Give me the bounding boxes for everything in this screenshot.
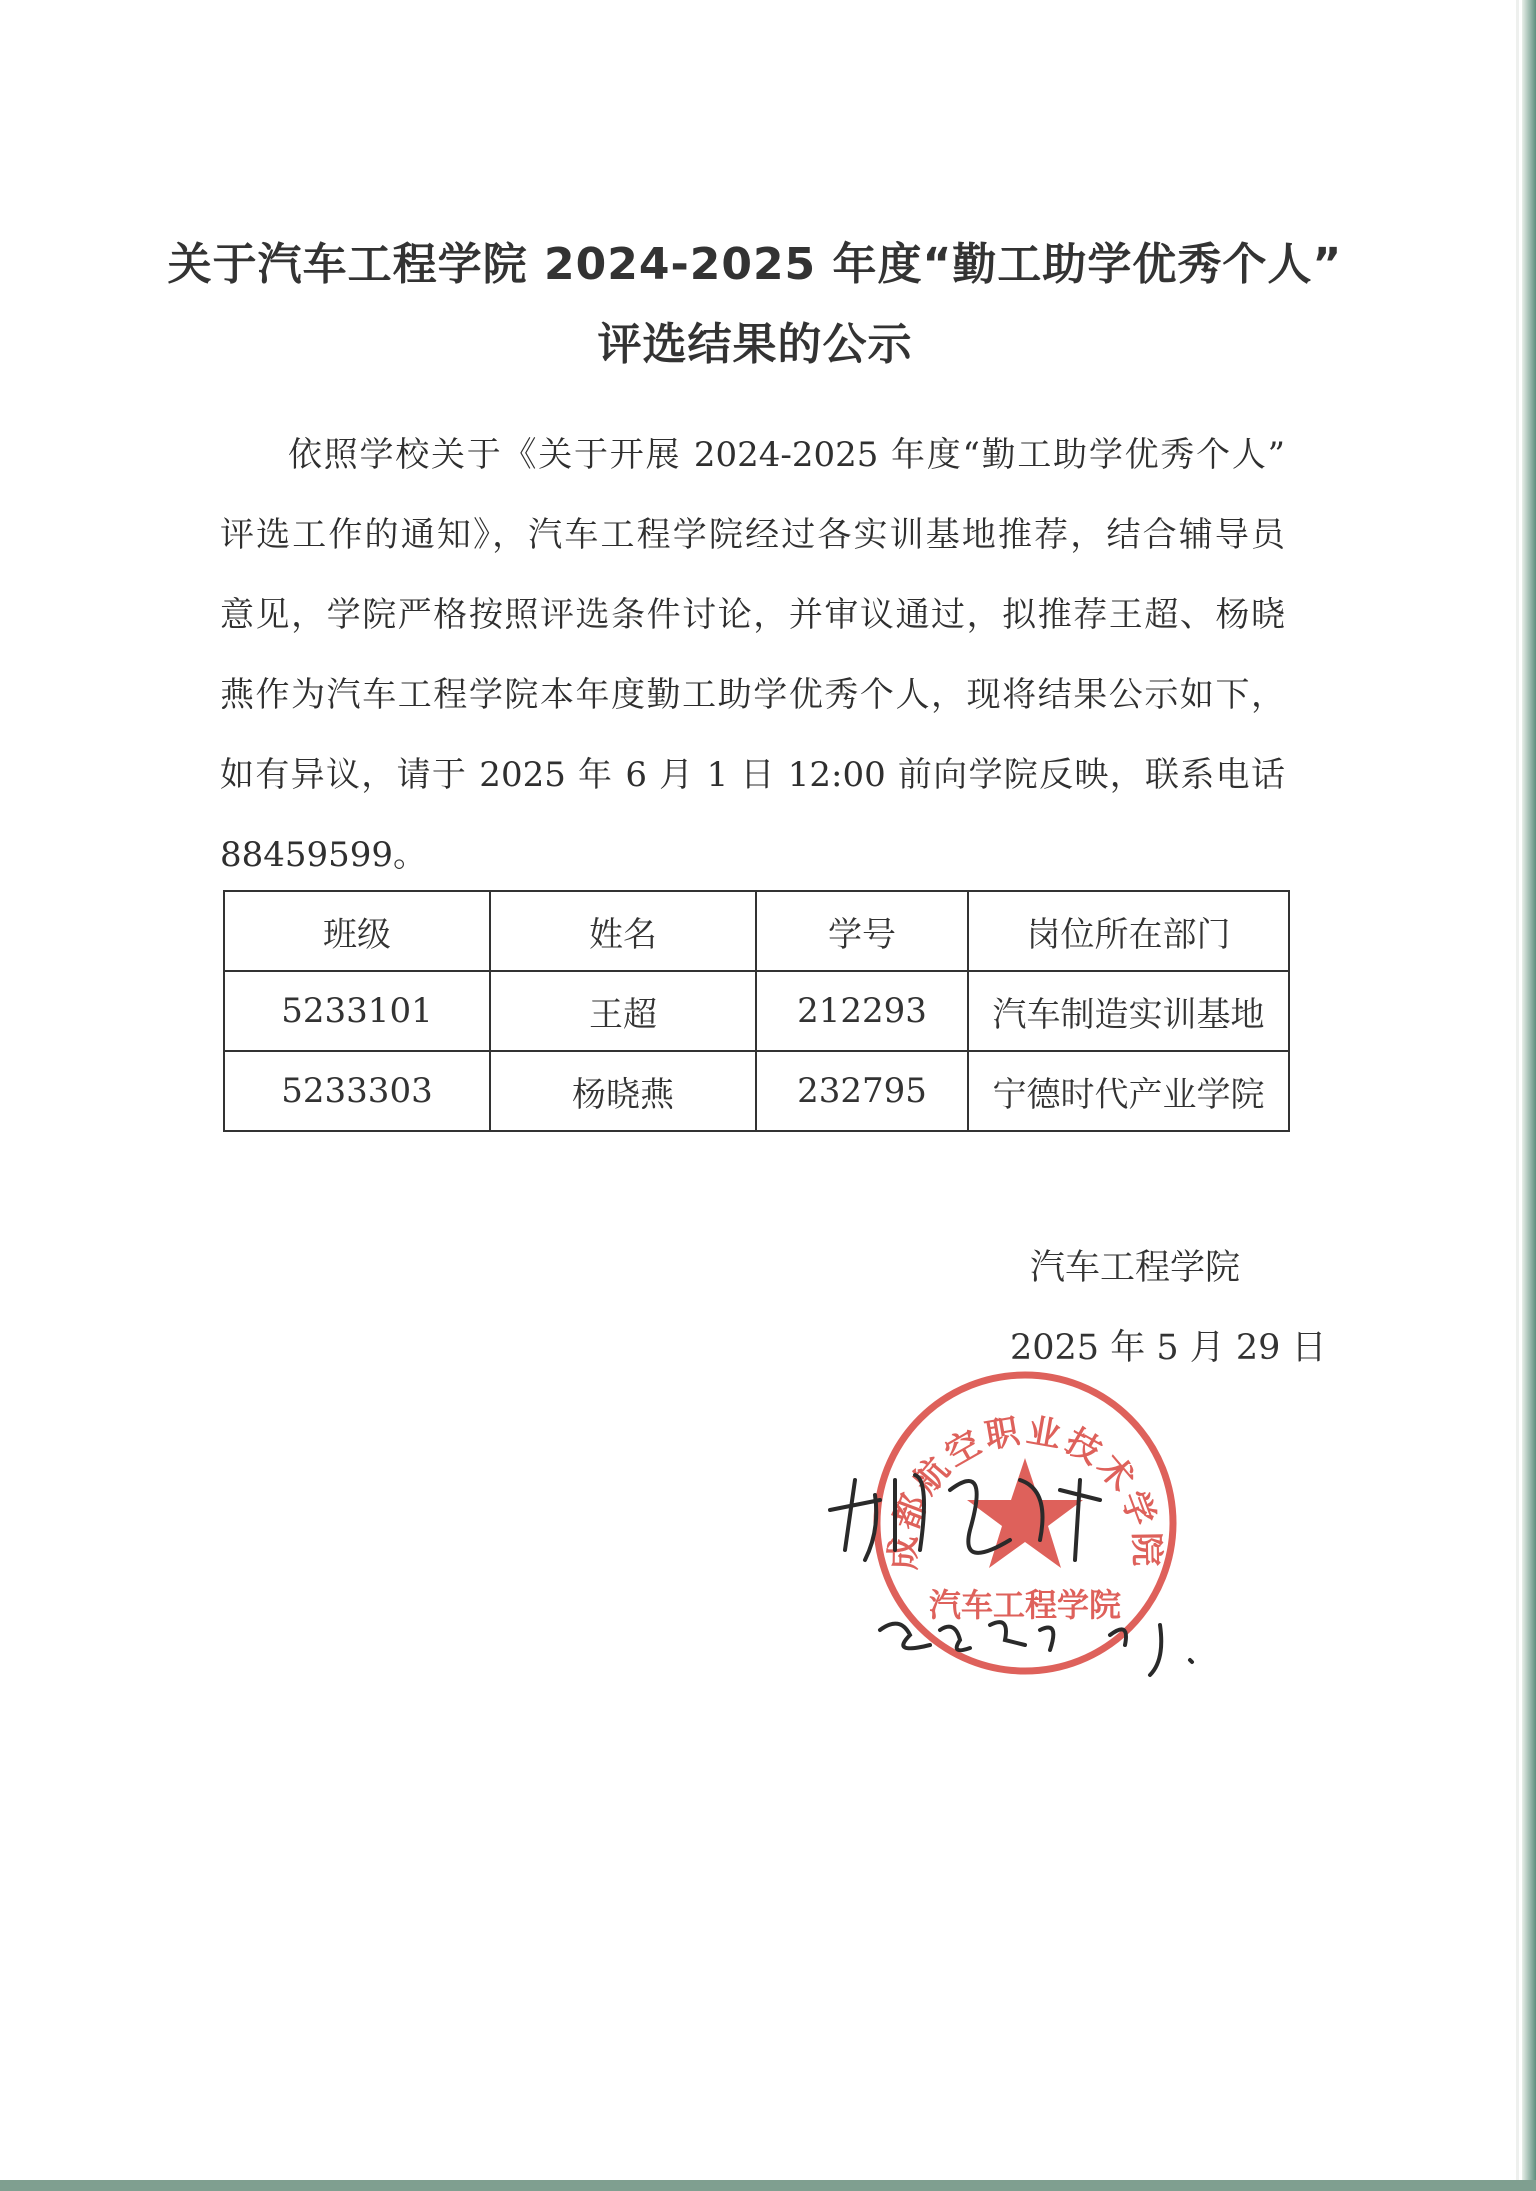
signature-stroke xyxy=(830,1475,1100,1560)
body-paragraph-line: 88459599。 xyxy=(220,835,428,875)
header-student-id: 学号 xyxy=(756,891,968,971)
cell-name: 王超 xyxy=(490,971,756,1051)
cell-student-id: 212293 xyxy=(756,971,968,1051)
seal-outer-text: 成都航空职业技术学院 xyxy=(883,1410,1167,1571)
signature-date-stroke xyxy=(880,1622,1192,1675)
seal-inner-text: 汽车工程学院 xyxy=(928,1586,1122,1624)
body-paragraph-line: 评选工作的通知》，汽车工程学院经过各实训基地推荐，结合辅导员 xyxy=(220,515,1285,555)
body-paragraph-line: 如有异议，请于 2025 年 6 月 1 日 12:00 前向学院反映，联系电话 xyxy=(220,755,1285,795)
page-edge-line xyxy=(1516,0,1519,2191)
table-header-row xyxy=(224,891,1289,971)
signature-organization: 汽车工程学院 xyxy=(1030,1248,1241,1288)
header-department: 岗位所在部门 xyxy=(968,891,1289,971)
header-name: 姓名 xyxy=(490,891,756,971)
cell-department: 宁德时代产业学院 xyxy=(968,1051,1289,1131)
cell-class: 5233101 xyxy=(224,971,490,1051)
cell-department: 汽车制造实训基地 xyxy=(968,971,1289,1051)
cell-name: 杨晓燕 xyxy=(490,1051,756,1131)
result-table xyxy=(223,890,1290,1132)
signature-date: 2025 年 5 月 29 日 xyxy=(1010,1328,1327,1368)
table-row xyxy=(224,1051,1289,1131)
document-title-line-1: 关于汽车工程学院 2024-2025 年度“勤工助学优秀个人” xyxy=(167,239,1343,290)
cell-class: 5233303 xyxy=(224,1051,490,1131)
document-title-line-2: 评选结果的公示 xyxy=(597,319,913,370)
body-paragraph-line: 燕作为汽车工程学院本年度勤工助学优秀个人，现将结果公示如下， xyxy=(220,675,1285,715)
body-paragraph-line: 依照学校关于《关于开展 2024-2025 年度“勤工助学优秀个人” xyxy=(288,435,1285,475)
table-row xyxy=(224,971,1289,1051)
body-paragraph-line: 意见，学院严格按照评选条件讨论，并审议通过，拟推荐王超、杨晓 xyxy=(220,595,1285,635)
page-bottom-band xyxy=(0,2180,1536,2191)
handwritten-signature xyxy=(820,1420,1220,1680)
cell-student-id: 232795 xyxy=(756,1051,968,1131)
header-class: 班级 xyxy=(224,891,490,971)
page-edge-band xyxy=(1522,0,1536,2191)
